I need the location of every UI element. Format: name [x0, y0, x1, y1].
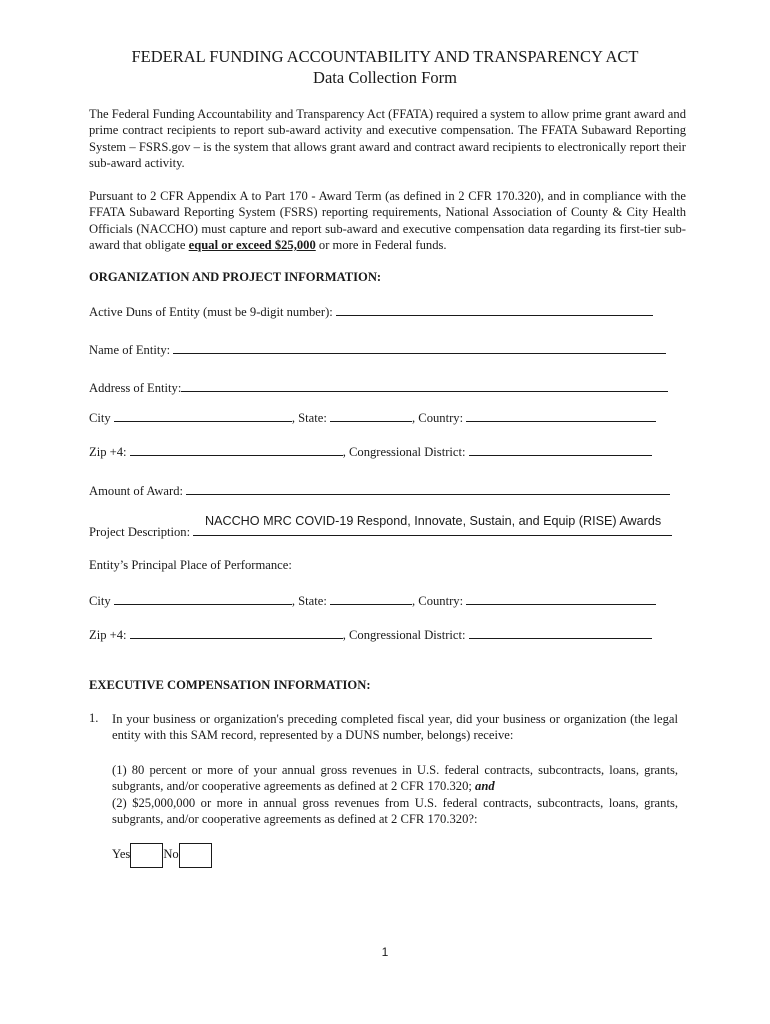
performance-city-label: City: [89, 594, 111, 608]
name-label: Name of Entity:: [89, 343, 171, 357]
intro-paragraph-1: The Federal Funding Accountability and Transparency Act (FFATA) required a system to allow prime grant award and prime contract recipients to report sub-award activity and executive compensation. The FFATA Subaward Reporting System – FSRS.gov – is the system that allows grant award and contract award recipients to electronically report their sub-award activity.: [89, 107, 686, 170]
address-label: Address of Entity:: [89, 381, 182, 395]
name-row: [89, 341, 666, 358]
form-title: FEDERAL FUNDING ACCOUNTABILITY AND TRANSPARENCY ACT: [131, 47, 639, 66]
yes-label: Yes: [112, 847, 131, 861]
org-section-heading: ORGANIZATION AND PROJECT INFORMATION:: [89, 270, 382, 284]
zip-district-row: [89, 443, 652, 460]
question-1-and: and: [475, 779, 495, 794]
performance-district-field[interactable]: [469, 626, 652, 639]
performance-country-label: , Country:: [412, 594, 464, 608]
duns-row: [89, 303, 653, 320]
amount-field[interactable]: [186, 482, 670, 495]
duns-label: Active Duns of Entity (must be 9-digit number):: [89, 305, 333, 319]
performance-zip-field[interactable]: [130, 626, 343, 639]
question-1-text: In your business or organization's preceding completed fiscal year, did your business or organization (the legal entity with this SAM record, represented by a DUNS number, belongs) receive:: [112, 712, 678, 743]
country-label: , Country:: [412, 411, 464, 425]
threshold-emphasis: equal or exceed $25,000: [188, 237, 316, 252]
address-field[interactable]: [181, 379, 668, 392]
yes-no-row: [112, 843, 212, 868]
project-description-value: NACCHO MRC COVID-19 Respond, Innovate, Sustain, and Equip (RISE) Awards: [205, 514, 662, 528]
place-of-performance-label: Entity’s Principal Place of Performance:: [89, 558, 292, 572]
intro-paragraph-2-text: Pursuant to 2 CFR Appendix A to Part 170 - Award Term (as defined in 2 CFR 170.320), and in compliance with the FFATA Subaward Reporting System (FSRS) reporting requirements, National Association of County & City Health Officials (NACCHO) must capture and report sub-award and executive compensation data regarding its first-tier sub-award that obligate: [89, 189, 686, 252]
question-number: 1.: [89, 711, 99, 725]
performance-country-field[interactable]: [466, 592, 656, 605]
entity-name-field[interactable]: [173, 341, 666, 354]
city-label: City: [89, 411, 111, 425]
amount-row: [89, 482, 670, 499]
duns-field[interactable]: [336, 303, 653, 316]
intro-paragraph-2: [89, 188, 686, 253]
performance-city-field[interactable]: [114, 592, 292, 605]
district-field[interactable]: [469, 443, 652, 456]
zip-field[interactable]: [130, 443, 343, 456]
exec-section-heading: EXECUTIVE COMPENSATION INFORMATION:: [89, 678, 371, 692]
performance-district-label: , Congressional District:: [342, 628, 466, 642]
district-label: , Congressional District:: [342, 445, 466, 459]
question-1-item-1: [112, 762, 678, 795]
intro-paragraph-2-end: or more in Federal funds.: [315, 237, 447, 252]
performance-state-field[interactable]: [330, 592, 412, 605]
performance-zip-label: Zip +4:: [89, 628, 127, 642]
performance-zip-district-row: [89, 626, 652, 643]
question-1-item-2: (2) $25,000,000 or more in annual gross revenues from U.S. federal contracts, subcontracts, loans, grants, subgrants, and/or cooperative agreements as defined at 2 CFR 170.320?:: [112, 796, 678, 827]
project-row: [89, 523, 672, 540]
city-field[interactable]: [114, 409, 292, 422]
city-state-country-row: [89, 409, 656, 426]
amount-label: Amount of Award:: [89, 484, 183, 498]
zip-label: Zip +4:: [89, 445, 127, 459]
question-1-item-1-text: (1) 80 percent or more of your annual gross revenues in U.S. federal contracts, subcontracts, loans, grants, subgrants, and/or cooperative agreements as defined at 2 CFR 170.320;: [112, 763, 678, 794]
no-label: No: [163, 847, 179, 861]
project-description-field[interactable]: [193, 523, 672, 536]
performance-state-label: , State:: [291, 594, 327, 608]
yes-checkbox[interactable]: [130, 843, 163, 868]
project-label: Project Description:: [89, 525, 191, 539]
address-row: [89, 379, 668, 396]
state-field[interactable]: [330, 409, 412, 422]
form-subtitle: Data Collection Form: [313, 68, 457, 87]
country-field[interactable]: [466, 409, 656, 422]
performance-city-state-country-row: [89, 592, 656, 609]
no-checkbox[interactable]: [179, 843, 212, 868]
state-label: , State:: [291, 411, 327, 425]
page-number: 1: [381, 945, 389, 959]
